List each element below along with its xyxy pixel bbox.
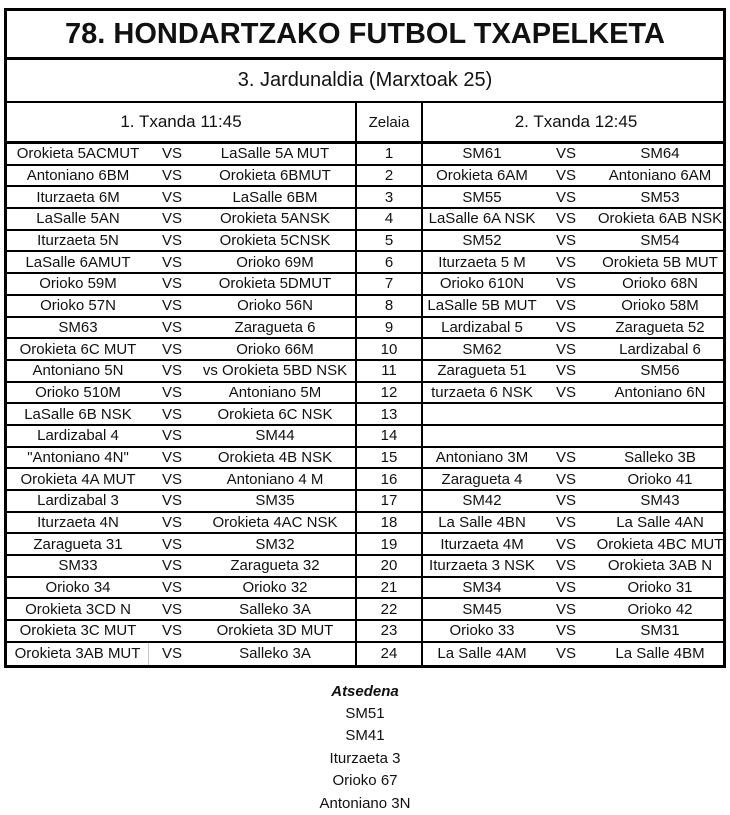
round1-home-team: Lardizabal 4 [37,427,119,445]
round2-home-team: La Salle 4BN [438,514,526,532]
matchday-subtitle: 3. Jardunaldia (Marxtoak 25) [7,60,723,103]
match-row [7,643,723,665]
field-number: 8 [355,296,423,316]
round2-home-team: SM45 [462,600,502,618]
round1-away-team: Orokieta 4B NSK [217,448,333,466]
round1-home-team: Orokieta 4A MUT [20,470,136,488]
round2-home-team: SM61 [462,145,502,163]
field-number: 11 [355,361,423,381]
round2-vs-label: VS [555,514,576,532]
round2-home-team: Zaragueta 4 [441,470,523,488]
tournament-title: 78. HONDARTZAKO FUTBOL TXAPELKETA [7,11,723,60]
round1-away-team: Orokieta 6C NSK [217,405,333,423]
round1-home-team: LaSalle 6B NSK [24,405,132,423]
rest-title: Atsedena [331,683,399,700]
round1-home-team: Orioko 57N [40,297,116,315]
round1-vs-label: VS [161,600,182,618]
field-number: 2 [355,166,423,186]
round2-home-team: turzaeta 6 NSK [431,383,533,401]
round1-home-team: SM63 [58,318,98,336]
round1-away-team: LaSalle 6BM [232,188,318,206]
round1-away-team: Orokieta 3D MUT [216,622,334,640]
table-header [7,103,723,144]
round2-vs-label: VS [555,253,576,271]
round2-away-team: La Salle 4BM [615,645,705,663]
field-number: 13 [355,404,423,424]
match-row [7,426,723,448]
round2-vs-label: VS [555,383,576,401]
round2-vs-label: VS [555,579,576,597]
field-number: 9 [355,318,423,338]
round1-home-team: Orokieta 3AB MUT [7,643,149,665]
field-number: 24 [355,643,423,665]
round1-home-team: LaSalle 5AN [36,210,120,228]
round2-away-team: Orokieta 3AB N [607,557,713,575]
round1-away-team: Salleko 3A [239,645,311,663]
match-row [7,556,723,578]
round2-away-team [591,404,729,424]
round2-vs-label: VS [555,297,576,315]
match-row [7,361,723,383]
field-column-header: Zelaia [355,103,423,141]
round2-vs-label: VS [555,492,576,510]
round1-vs-label: VS [161,167,182,185]
match-row [7,578,723,600]
round2-vs-label: VS [555,145,576,163]
round1-vs-label: VS [161,535,182,553]
field-number: 20 [355,556,423,576]
round2-vs-label: VS [555,188,576,206]
round2-home-team: LaSalle 5B MUT [427,297,537,315]
round2-away-team: Zaragueta 52 [615,318,705,336]
match-row [7,513,723,535]
round2-home-team: Zaragueta 51 [437,362,527,380]
round2-home-team: La Salle 4AM [437,645,527,663]
resting-team: SM41 [345,727,385,745]
field-number: 22 [355,599,423,619]
round1-away-team: LaSalle 5A MUT [220,145,330,163]
round1-vs-label: VS [161,318,182,336]
round1-vs-label: VS [161,383,182,401]
round1-vs-label: VS [161,362,182,380]
round1-home-team: "Antoniano 4N" [27,448,129,466]
round2-away-team: Lardizabal 6 [619,340,701,358]
round1-vs-label: VS [161,405,182,423]
round1-away-team: Orioko 32 [242,579,308,597]
round1-home-team: Zaragueta 31 [33,535,123,553]
round1-away-team: Orioko 66M [236,340,314,358]
round2-home-team: Orioko 33 [449,622,515,640]
round2-vs-label: VS [555,362,576,380]
round1-home-team: Iturzaeta 4N [37,514,119,532]
round1-home-team: LaSalle 6AMUT [25,253,131,271]
field-number: 19 [355,534,423,554]
round1-home-team: Orokieta 3C MUT [19,622,137,640]
field-number: 18 [355,513,423,533]
field-number: 3 [355,187,423,207]
match-row [7,448,723,470]
round1-vs-label: VS [161,188,182,206]
match-row [7,621,723,643]
field-number: 21 [355,578,423,598]
round2-vs-label: VS [555,622,576,640]
round1-vs-label: VS [161,470,182,488]
round2-home-team: SM52 [462,232,502,250]
round2-home-team: Iturzaeta 5 M [438,253,526,271]
round1-vs-label: VS [161,297,182,315]
round2-home-team: SM42 [462,492,502,510]
round2-away-team: Orioko 31 [627,579,693,597]
round2-vs-label: VS [555,210,576,228]
round2-home-team: LaSalle 6A NSK [428,210,536,228]
round2-home-team: Orioko 610N [439,275,525,293]
match-row [7,383,723,405]
round1-away-team: Orioko 56N [237,297,313,315]
field-number: 14 [355,426,423,446]
round2-away-team: Antoniano 6N [614,383,706,401]
round2-home-team: Antoniano 3M [435,448,529,466]
round1-away-team: Orokieta 5DMUT [218,275,332,293]
round1-home-team: Orokieta 3CD N [25,600,131,618]
field-number: 4 [355,209,423,229]
match-row [7,318,723,340]
round2-home-team: Orokieta 6AM [436,167,528,185]
round1-away-team: Orokieta 6BMUT [219,167,331,185]
round2-vs-label [541,426,591,446]
round2-away-team: Orioko 58M [621,297,699,315]
round1-vs-label: VS [161,210,182,228]
round1-vs-label: VS [161,645,182,663]
round1-home-team: Antoniano 5N [32,362,124,380]
match-row [7,296,723,318]
round2-home-team: SM62 [462,340,502,358]
round1-home-team: Iturzaeta 6M [36,188,120,206]
round1-vs-label: VS [161,579,182,597]
match-row [7,469,723,491]
match-row [7,534,723,556]
round2-away-team: Orioko 42 [627,600,693,618]
round1-away-team: SM44 [255,427,295,445]
round2-vs-label: VS [555,535,576,553]
round1-home-team: Orokieta 5ACMUT [16,145,140,163]
match-row [7,187,723,209]
field-number: 23 [355,621,423,641]
round1-away-team: Orokieta 5CNSK [219,232,331,250]
resting-team: Iturzaeta 3 [329,749,401,767]
round1-vs-label: VS [161,340,182,358]
round1-home-team: Antoniano 6BM [26,167,130,185]
round1-away-team: Orokieta 4AC NSK [212,514,338,532]
round2-home-team: Iturzaeta 4M [440,535,524,553]
round2-home-team [423,404,541,424]
round2-vs-label: VS [555,600,576,618]
field-number: 5 [355,231,423,251]
round2-away-team: La Salle 4AN [616,514,704,532]
field-number: 12 [355,383,423,403]
round1-home-team: SM33 [58,557,98,575]
round1-away-team: SM35 [255,492,295,510]
round2-vs-label: VS [555,645,576,663]
match-row [7,274,723,296]
round2-away-team: Orokieta 4BC MUT [596,535,724,553]
field-number: 1 [355,144,423,164]
round2-away-team: SM64 [640,145,680,163]
round2-away-team: SM43 [640,492,680,510]
round2-vs-label: VS [555,275,576,293]
round2-away-team: SM56 [640,362,680,380]
round2-away-team: Orokieta 5B MUT [602,253,718,271]
round2-header: 2. Txanda 12:45 [514,112,638,131]
round2-vs-label: VS [555,557,576,575]
round2-vs-label: VS [555,340,576,358]
round1-header: 1. Txanda 11:45 [120,112,242,131]
round2-home-team: SM34 [462,579,502,597]
round1-vs-label: VS [161,232,182,250]
round1-away-team: Salleko 3A [239,600,311,618]
field-number: 15 [355,448,423,468]
round1-vs-label: VS [161,622,182,640]
round2-away-team: SM53 [640,188,680,206]
round2-away-team: SM54 [640,232,680,250]
rest-section [0,681,730,815]
round2-vs-label: VS [555,232,576,250]
match-row [7,209,723,231]
round2-away-team: Antoniano 6AM [608,167,712,185]
round1-vs-label: VS [161,514,182,532]
round1-home-team: Orokieta 6C MUT [19,340,137,358]
field-number: 10 [355,339,423,359]
round1-home-team: Orioko 510M [35,383,121,401]
match-rows [7,144,723,665]
field-number: 16 [355,469,423,489]
round2-vs-label: VS [555,470,576,488]
round1-away-team: Orokieta 5ANSK [219,210,331,228]
match-row [7,404,723,426]
round1-vs-label: VS [161,448,182,466]
round2-away-team: Orioko 41 [627,470,693,488]
round1-away-team: Zaragueta 32 [230,557,320,575]
match-row [7,252,723,274]
round2-home-team [423,426,541,446]
match-row [7,491,723,513]
resting-team: Antoniano 3N [319,794,411,812]
round1-home-team: Orioko 59M [39,275,117,293]
field-number: 6 [355,252,423,272]
round1-vs-label: VS [161,253,182,271]
round1-away-team: SM32 [255,535,295,553]
resting-team: SM51 [345,705,385,722]
round1-away-team: Zaragueta 6 [234,318,316,336]
round2-vs-label: VS [555,318,576,336]
round2-away-team: SM31 [640,622,680,640]
match-row [7,166,723,188]
match-row [7,231,723,253]
round1-home-team: Lardizabal 3 [37,492,119,510]
round1-vs-label: VS [161,145,182,163]
round1-vs-label: VS [161,427,182,445]
round1-away-team: Orioko 69M [236,253,314,271]
round1-vs-label: VS [161,275,182,293]
round2-away-team: Orokieta 6AB NSK [597,210,723,228]
round2-away-team [591,426,729,446]
round2-home-team: SM55 [462,188,502,206]
round2-home-team: Iturzaeta 3 NSK [429,557,535,575]
round1-away-team: Antoniano 4 M [226,470,324,488]
round2-home-team: Lardizabal 5 [441,318,523,336]
round1-home-team: Iturzaeta 5N [37,232,119,250]
schedule-table [4,8,726,668]
round2-vs-label: VS [555,448,576,466]
round2-vs-label [541,404,591,424]
round1-home-team: Orioko 34 [45,579,111,597]
round1-away-team: vs Orokieta 5BD NSK [202,362,348,380]
field-number: 7 [355,274,423,294]
round2-vs-label: VS [555,167,576,185]
field-number: 17 [355,491,423,511]
match-row [7,599,723,621]
round1-vs-label: VS [161,492,182,510]
round2-away-team: Salleko 3B [624,448,696,466]
round1-away-team: Antoniano 5M [228,383,322,401]
match-row [7,144,723,166]
match-row [7,339,723,361]
resting-team: Orioko 67 [332,772,398,790]
round1-vs-label: VS [161,557,182,575]
round2-away-team: Orioko 68N [622,275,698,293]
